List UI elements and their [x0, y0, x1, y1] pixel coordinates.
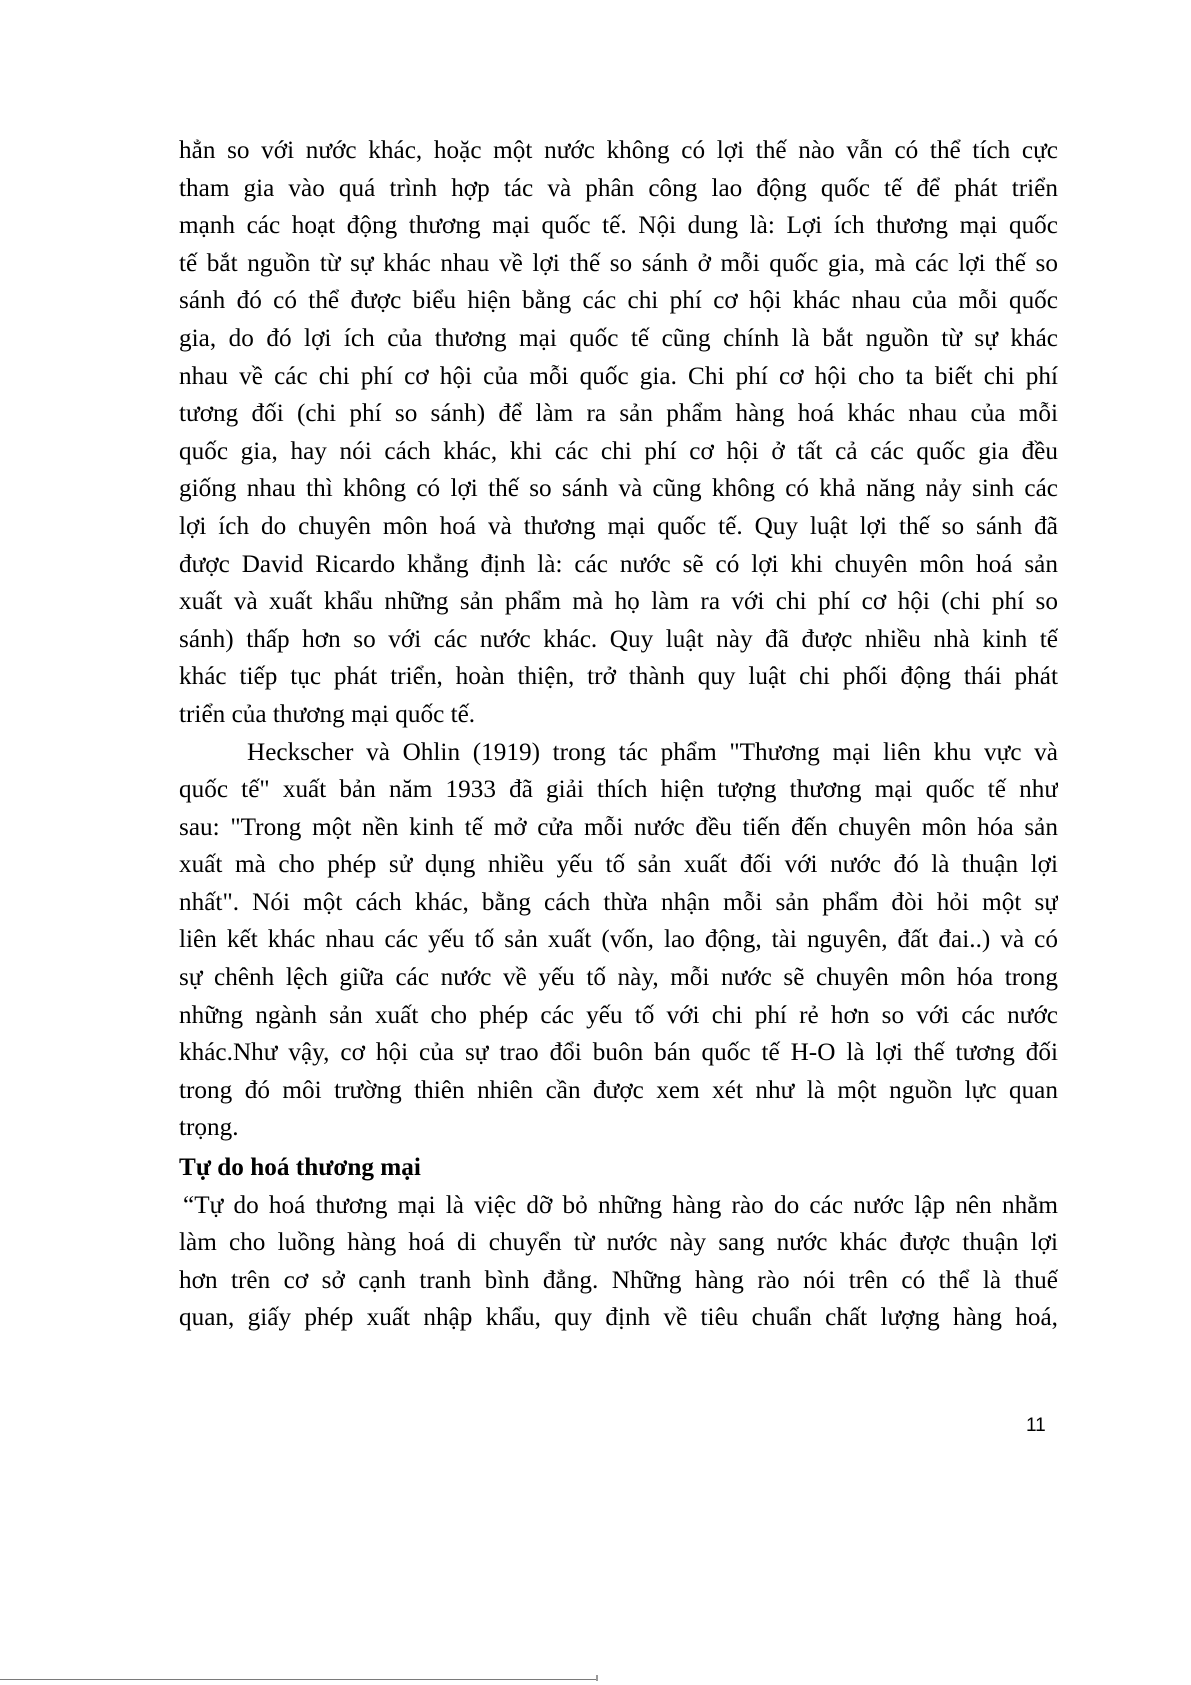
text-line: những ngành sản xuất cho phép các yếu tố với chi phí rẻ hơn so với các nước [179, 1001, 1058, 1029]
paragraph-comparative-advantage [179, 132, 1058, 734]
text-line: xuất mà cho phép sử dụng nhiều yếu tố sản xuất đối với nước đó là thuận lợi [179, 851, 1058, 879]
text-line: giống nhau thì không có lợi thế so sánh và cũng không có khả năng nảy sinh các [179, 475, 1058, 503]
text-line: mạnh các hoạt động thương mại quốc tế. Nội dung là: Lợi ích thương mại quốc [179, 212, 1058, 240]
text-line: trọng. [179, 1114, 239, 1142]
bottom-divider-tick [596, 1675, 598, 1681]
text-line: tương đối (chi phí so sánh) để làm ra sản phẩm hàng hoá khác nhau của mỗi [179, 400, 1058, 428]
text-line: khác tiếp tục phát triển, hoàn thiện, trở thành quy luật chi phối động thái phát [179, 663, 1058, 691]
text-line: làm cho luồng hàng hoá di chuyển từ nước này sang nước khác được thuận lợi [179, 1229, 1058, 1257]
text-line: triển của thương mại quốc tế. [179, 700, 476, 728]
text-line: trong đó môi trường thiên nhiên cần được xem xét như là một nguồn lực quan [179, 1076, 1058, 1104]
text-line: tế bắt nguồn từ sự khác nhau về lợi thế so sánh ở mỗi quốc gia, mà các lợi thế so [179, 249, 1058, 277]
bottom-divider [0, 1679, 596, 1680]
text-line: “Tự do hoá thương mại là việc dỡ bỏ những hàng rào do các nước lập nên nhằm [183, 1191, 1058, 1219]
text-line: quan, giấy phép xuất nhập khẩu, quy định về tiêu chuẩn chất lượng hàng hoá, [179, 1304, 1058, 1332]
text-line: được David Ricardo khẳng định là: các nước sẽ có lợi khi chuyên môn hoá sản [179, 550, 1058, 578]
text-line: tham gia vào quá trình hợp tác và phân công lao động quốc tế để phát triển [179, 174, 1058, 202]
paragraph-trade-liberalization [179, 1187, 1058, 1337]
paragraph-heckscher-ohlin [179, 734, 1058, 1148]
text-line: lợi ích do chuyên môn hoá và thương mại quốc tế. Quy luật lợi thế so sánh đã [179, 512, 1058, 540]
text-line: hẳn so với nước khác, hoặc một nước không có lợi thế nào vẫn có thể tích cực [179, 137, 1058, 164]
text-line: quốc gia, hay nói cách khác, khi các chi phí cơ hội ở tất cả các quốc gia đều [179, 437, 1058, 465]
text-line: khác.Như vậy, cơ hội của sự trao đổi buôn bán quốc tế H-O là lợi thế tương đối [179, 1039, 1058, 1067]
text-line: xuất và xuất khẩu những sản phẩm mà họ làm ra với chi phí cơ hội (chi phí so [179, 588, 1058, 616]
text-line: gia, do đó lợi ích của thương mại quốc tế cũng chính là bắt nguồn từ sự khác [179, 324, 1058, 352]
text-line: hơn trên cơ sở cạnh tranh bình đẳng. Những hàng rào nói trên có thể là thuế [179, 1266, 1058, 1294]
text-line: quốc tế" xuất bản năm 1933 đã giải thích hiện tượng thương mại quốc tế như [179, 776, 1058, 804]
text-line: nhất". Nói một cách khác, bằng cách thừa nhận mỗi sản phẩm đòi hỏi một sự [179, 888, 1058, 916]
text-line: nhau về các chi phí cơ hội của mỗi quốc gia. Chi phí cơ hội cho ta biết chi phí [179, 362, 1058, 390]
text-line: sánh) thấp hơn so với các nước khác. Quy luật này đã được nhiều nhà kinh tế [179, 625, 1058, 653]
text-line: sự chênh lệch giữa các nước về yếu tố này, mỗi nước sẽ chuyên môn hóa trong [179, 964, 1058, 992]
text-line: sánh đó có thể được biểu hiện bằng các chi phí cơ hội khác nhau của mỗi quốc [179, 287, 1058, 315]
text-line: Heckscher và Ohlin (1919) trong tác phẩm "Thương mại liên khu vực và [247, 738, 1058, 766]
section-heading: Tự do hoá thương mại [179, 1154, 421, 1182]
page-body [179, 132, 1058, 1337]
text-line: sau: "Trong một nền kinh tế mở cửa mỗi nước đều tiến đến chuyên môn hóa sản [179, 813, 1058, 841]
text-line: liên kết khác nhau các yếu tố sản xuất (vốn, lao động, tài nguyên, đất đai..) và có [179, 926, 1058, 954]
page-number: 11 [1026, 1415, 1046, 1436]
